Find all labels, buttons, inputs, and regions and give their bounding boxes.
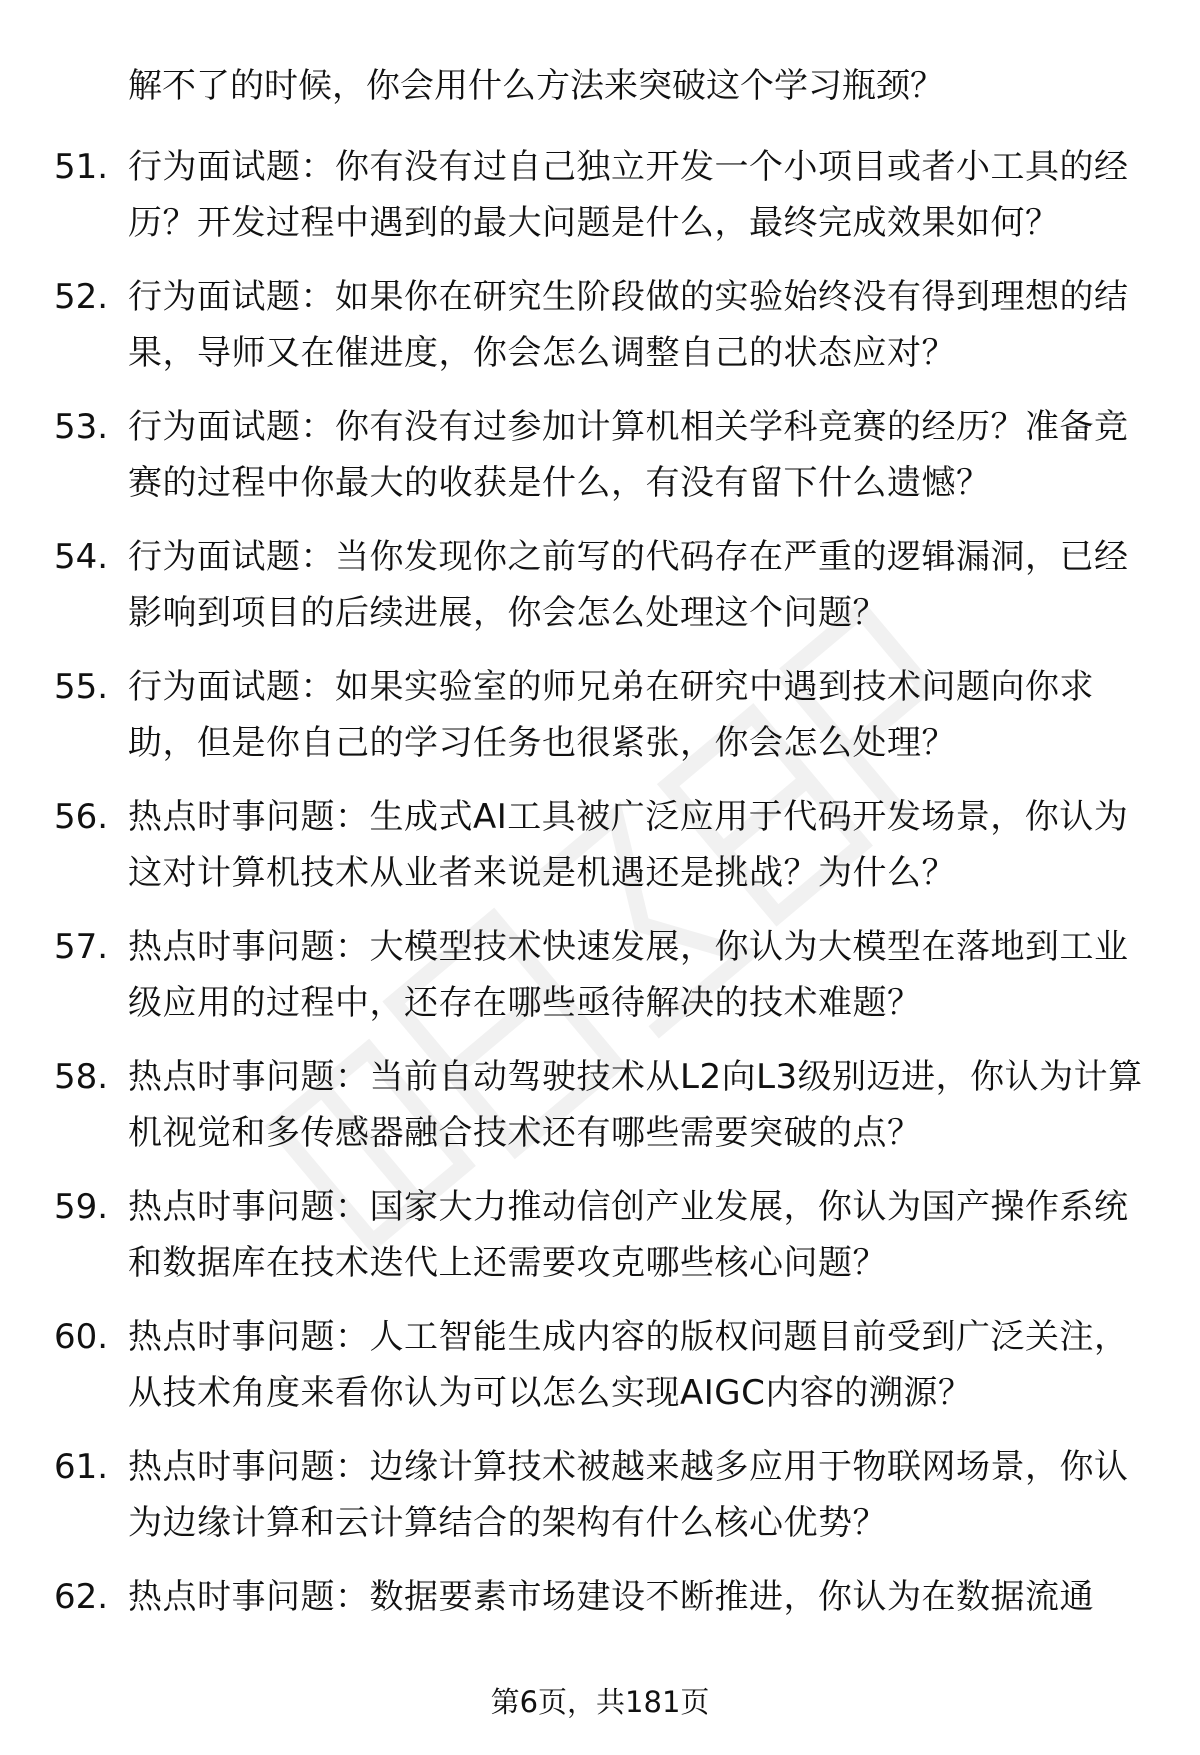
item-number: 62.	[54, 1577, 109, 1617]
list-item	[0, 1049, 1200, 1179]
list-item	[0, 269, 1200, 399]
item-text: 热点时事问题：边缘计算技术被越来越多应用于物联网场景，你认为边缘计算和云计算结合的架构有什么核心优势？	[128, 1447, 1129, 1543]
list-item	[0, 659, 1200, 789]
list-item	[0, 529, 1200, 659]
item-number: 53.	[54, 407, 109, 447]
list-item	[0, 1179, 1200, 1309]
item-text: 热点时事问题：人工智能生成内容的版权问题目前受到广泛关注，从技术角度来看你认为可以怎么实现AIGC内容的溯源？	[128, 1317, 1129, 1413]
item-text: 行为面试题：当你发现你之前写的代码存在严重的逻辑漏洞，已经影响到项目的后续进展，你会怎么处理这个问题？	[128, 537, 1129, 633]
item-text: 热点时事问题：大模型技术快速发展，你认为大模型在落地到工业级应用的过程中，还存在哪些亟待解决的技术难题？	[128, 927, 1129, 1023]
item-text: 热点时事问题：数据要素市场建设不断推进，你认为在数据流通	[128, 1577, 1094, 1617]
list-item	[0, 1439, 1200, 1569]
item-text: 热点时事问题：生成式AI工具被广泛应用于代码开发场景，你认为这对计算机技术从业者来说是机遇还是挑战？为什么？	[128, 797, 1129, 893]
item-text: 热点时事问题：当前自动驾驶技术从L2向L3级别迈进，你认为计算机视觉和多传感器融合技术还有哪些需要突破的点？	[128, 1057, 1143, 1153]
list-item	[0, 1569, 1200, 1699]
item-text: 行为面试题：如果实验室的师兄弟在研究中遇到技术问题向你求助，但是你自己的学习任务也很紧张，你会怎么处理？	[128, 667, 1094, 763]
question-list	[0, 139, 1200, 1699]
list-item	[0, 139, 1200, 269]
item-number: 57.	[54, 927, 109, 967]
list-item	[0, 789, 1200, 919]
page-footer: 第6页，共181页	[490, 1685, 710, 1719]
item-number: 60.	[54, 1317, 109, 1357]
item-number: 56.	[54, 797, 109, 837]
item-number: 52.	[54, 277, 109, 317]
list-item	[0, 919, 1200, 1049]
item-text: 行为面试题：你有没有过自己独立开发一个小项目或者小工具的经历？开发过程中遇到的最大问题是什么，最终完成效果如何？	[128, 147, 1129, 243]
item-text: 热点时事问题：国家大力推动信创产业发展，你认为国产操作系统和数据库在技术迭代上还需要攻克哪些核心问题？	[128, 1187, 1129, 1283]
item-number: 61.	[54, 1447, 109, 1487]
item-number: 51.	[54, 147, 109, 187]
item-number: 54.	[54, 537, 109, 577]
item-number: 55.	[54, 667, 109, 707]
item-number: 58.	[54, 1057, 109, 1097]
item-text: 行为面试题：如果你在研究生阶段做的实验始终没有得到理想的结果，导师又在催进度，你会怎么调整自己的状态应对？	[128, 277, 1129, 373]
list-item	[0, 1309, 1200, 1439]
item-number: 59.	[54, 1187, 109, 1227]
continuation-line: 解不了的时候，你会用什么方法来突破这个学习瓶颈？	[128, 66, 944, 106]
list-item	[0, 399, 1200, 529]
item-text: 行为面试题：你有没有过参加计算机相关学科竞赛的经历？准备竞赛的过程中你最大的收获是什么，有没有留下什么遗憾？	[128, 407, 1129, 503]
